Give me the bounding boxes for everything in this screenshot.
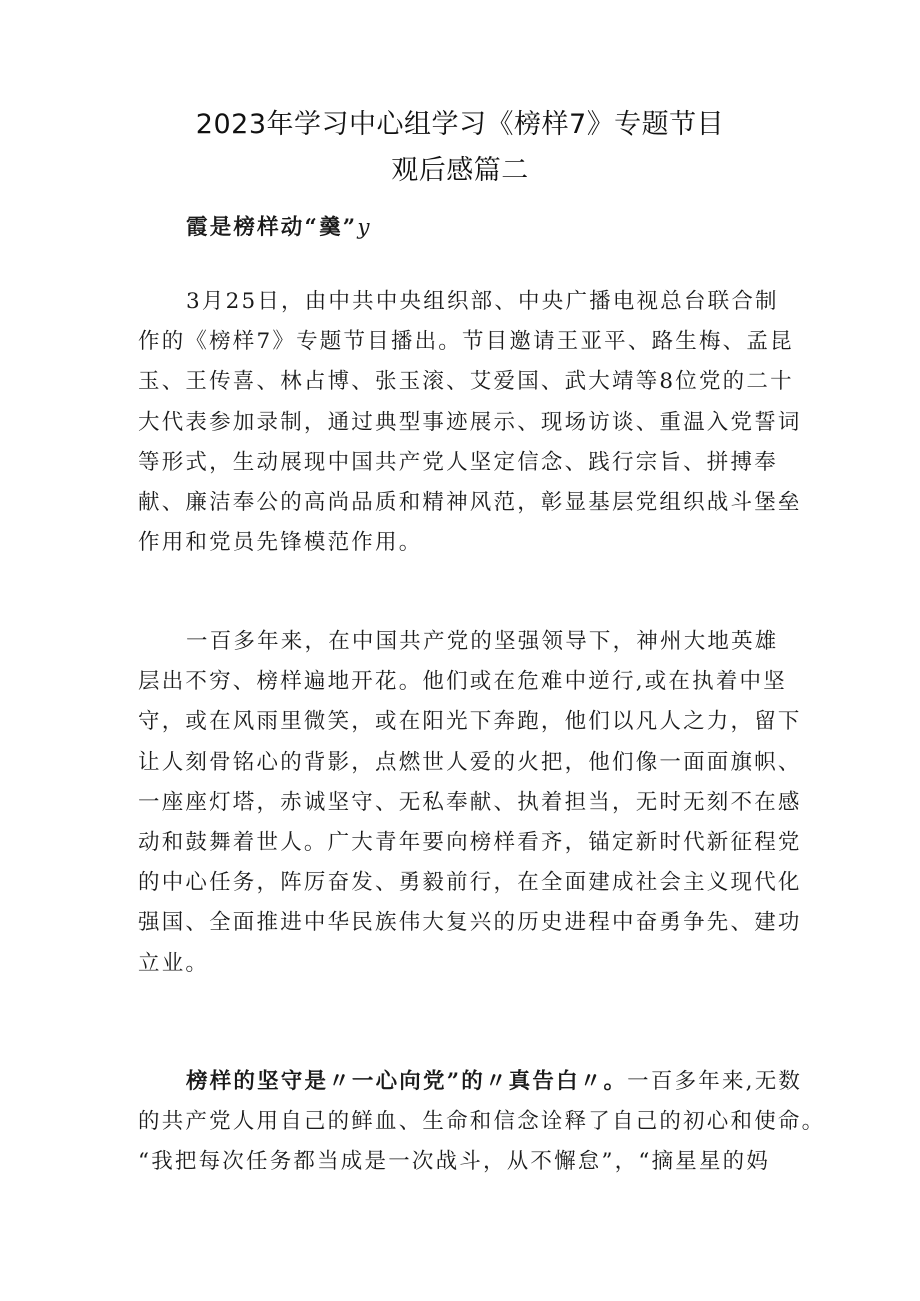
paragraph-1-line: 等形式，生动展现中国共产党人坚定信念、践行宗旨、拼搏奉 bbox=[138, 449, 778, 475]
section-heading-1 bbox=[138, 208, 798, 248]
paragraph-1-line: 作用和党员先锋模范作用。 bbox=[138, 530, 423, 556]
paragraph-2-line: 守，或在风雨里微笑，或在阳光下奔跑，他们以凡人之力，留下 bbox=[138, 709, 802, 735]
paragraph-2-line: 立业。 bbox=[138, 950, 210, 976]
paragraph-2-line: 的中心任务，阵厉奋发、勇毅前行，在全面建成社会主义现代化 bbox=[138, 870, 802, 896]
paragraph-2 bbox=[138, 622, 802, 984]
paragraph-2-line: 一百多年来，在中国共产党的坚强领导下，神州大地英雄 bbox=[186, 629, 779, 654]
paragraph-2-line: 让人刻骨铭心的背影，点燃世人爱的火把，他们像一面面旗帜、 bbox=[138, 749, 802, 775]
paragraph-1 bbox=[138, 282, 802, 563]
paragraph-2-line: 动和鼓舞着世人。广大青年要向榜样看齐，锚定新时代新征程党 bbox=[138, 829, 802, 855]
paragraph-1-line: 3月25日，由中共中央组织部、中央广播电视总台联合制 bbox=[186, 289, 779, 314]
document-title-line-2: 观后感篇二 bbox=[391, 155, 529, 186]
paragraph-3-lead: 榜样的坚守是〃一心向党”的〃真告白〃。 bbox=[186, 1069, 628, 1094]
document-title-line-1: 2023年学习中心组学习《榜样7》专题节目 bbox=[195, 109, 725, 140]
paragraph-3-lead-rest: 一百多年来,无数 bbox=[627, 1069, 803, 1094]
paragraph-1-line: 作的《榜样7》专题节目播出。节目邀请王亚平、路生梅、孟昆 bbox=[138, 329, 794, 355]
section-heading-1-tail: y bbox=[357, 215, 372, 240]
paragraph-2-line: 层出不穷、榜样遍地开花。他们或在危难中逆行,或在执着中坚 bbox=[138, 669, 787, 695]
section-heading-1-text: 霞是榜样动“羹” bbox=[186, 215, 358, 240]
paragraph-1-line: 献、廉洁奉公的高尚品质和精神风范，彰显基层党组织战斗堡垒 bbox=[138, 489, 802, 515]
paragraph-3 bbox=[138, 1062, 826, 1183]
paragraph-2-line: 强国、全面推进中华民族伟大复兴的历史进程中奋勇争先、建功 bbox=[138, 910, 802, 936]
paragraph-2-line: 一座座灯塔，赤诚坚守、无私奉献、执着担当，无时无刻不在感 bbox=[138, 789, 802, 815]
paragraph-3-line: “我把每次任务都当成是一次战斗，从不懈怠”，“摘星星的妈 bbox=[138, 1149, 771, 1175]
paragraph-1-line: 玉、王传喜、林占博、张玉滚、艾爱国、武大靖等8位党的二十 bbox=[138, 369, 794, 395]
paragraph-1-line: 大代表参加录制，通过典型事迹展示、现场访谈、重温入党誓词 bbox=[138, 409, 802, 435]
paragraph-3-line: 的共产党人用自己的鲜血、生命和信念诠释了自己的初心和使命。 bbox=[138, 1109, 826, 1135]
